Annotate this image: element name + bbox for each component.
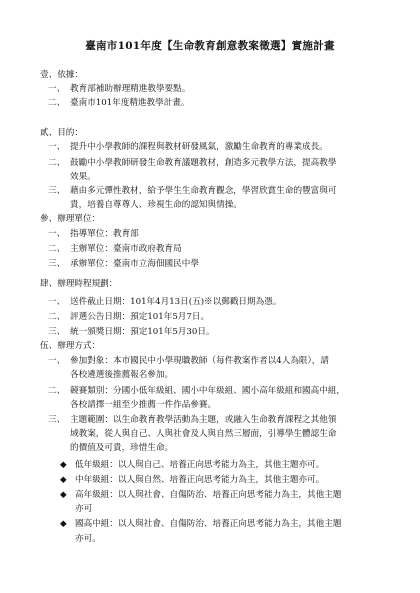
document-title: 臺南市101年度【生命教育創意教案徵選】實施計畫 bbox=[85, 40, 335, 52]
bullet-text: 亦可。 bbox=[75, 534, 101, 544]
item-number: 三、 bbox=[48, 259, 66, 269]
bullet-diamond-icon: ◆ bbox=[60, 519, 67, 529]
bullet-text: 高年級組：以人與社會、自傷防治、培養正向思考能力為主，其他主題 bbox=[75, 490, 342, 500]
item-text: 提升中小學教師的課程與教材研發風氣，激勵生命教育的專業成長。 bbox=[70, 142, 328, 152]
item-text: 各校請擇一組至少推薦一件作品參賽。 bbox=[70, 400, 217, 410]
item-number: 二、 bbox=[48, 158, 66, 168]
item-text: 主辦單位：臺南市政府教育局 bbox=[70, 244, 182, 254]
item-text: 競賽類別：分國小低年級組、國小中年級組、國小高年級組和國高中組， bbox=[70, 386, 346, 396]
bullet-text: 國高中組：以人與社會、自傷防治、培養正向思考能力為主，其他主題 bbox=[75, 519, 342, 529]
item-text: 參加對象：本市國民中小學現職教師（每件教案作者以4人為限），請 bbox=[70, 356, 329, 366]
item-number: 三、 bbox=[48, 415, 66, 425]
section-heading: 參、辦理單位： bbox=[40, 214, 101, 224]
bullet-diamond-icon: ◆ bbox=[60, 490, 67, 500]
item-text: 指導單位：教育部 bbox=[70, 229, 139, 239]
item-number: 一、 bbox=[48, 297, 66, 307]
item-text: 域教案，從人與自己、人與社會及人與自然三層面，引導學生體認生命 bbox=[70, 429, 337, 439]
item-text: 鼓勵中小學教師研發生命教育議題教材，創造多元教學方法，提高教學 bbox=[70, 158, 337, 168]
bullet-diamond-icon: ◆ bbox=[60, 475, 67, 485]
item-number: 二、 bbox=[48, 244, 66, 254]
item-text: 送件截止日期：101年4月13日(五)※以郵戳日期為憑。 bbox=[70, 297, 282, 307]
bullet-diamond-icon: ◆ bbox=[60, 460, 67, 470]
item-number: 一、 bbox=[48, 84, 66, 94]
item-number: 二、 bbox=[48, 98, 66, 108]
item-text: 臺南市101年度精進教學計畫。 bbox=[70, 98, 190, 108]
item-text: 貴，培養自尊尊人、珍視生命的認知與情操。 bbox=[70, 200, 242, 210]
item-text: 的價值及可貴，珍惜生命。 bbox=[70, 443, 174, 453]
item-number: 三、 bbox=[48, 186, 66, 196]
bullet-text: 低年級組：以人與自己、培養正向思考能力為主，其他主題亦可。 bbox=[75, 460, 325, 470]
item-number: 三、 bbox=[48, 327, 66, 337]
item-text: 統一頒獎日期：預定101年5月30日。 bbox=[70, 327, 215, 337]
bullet-text: 亦可 bbox=[75, 504, 93, 514]
item-number: 一、 bbox=[48, 356, 66, 366]
item-text: 主題範圍：以生命教育教學活動為主題，或融入生命教育課程之其他領 bbox=[70, 415, 337, 425]
item-text: 藉由多元彈性教材，給予學生生命教育觀念，學習欣賞生命的豐富與可 bbox=[70, 186, 337, 196]
section-heading: 壹、依據： bbox=[40, 70, 83, 80]
item-number: 二、 bbox=[48, 312, 66, 322]
section-heading: 伍、辦理方式： bbox=[40, 341, 101, 351]
section-heading: 肆、辦理時程規劃： bbox=[40, 279, 118, 289]
item-text: 承辦單位：臺南市立海佃國民中學 bbox=[70, 259, 199, 269]
item-number: 二、 bbox=[48, 386, 66, 396]
item-text: 教育部補助辦理精進教學要點。 bbox=[70, 84, 191, 94]
item-number: 一、 bbox=[48, 142, 66, 152]
section-heading: 貳、目的： bbox=[40, 128, 83, 138]
item-text: 效果。 bbox=[70, 172, 96, 182]
bullet-text: 中年級組：以人與自然、培養正向思考能力為主，其他主題亦可。 bbox=[75, 475, 325, 485]
item-text: 各校遴選後推薦報名參加。 bbox=[70, 370, 174, 380]
item-number: 一、 bbox=[48, 229, 66, 239]
item-text: 評選公告日期：預定101年5月7日。 bbox=[70, 312, 210, 322]
